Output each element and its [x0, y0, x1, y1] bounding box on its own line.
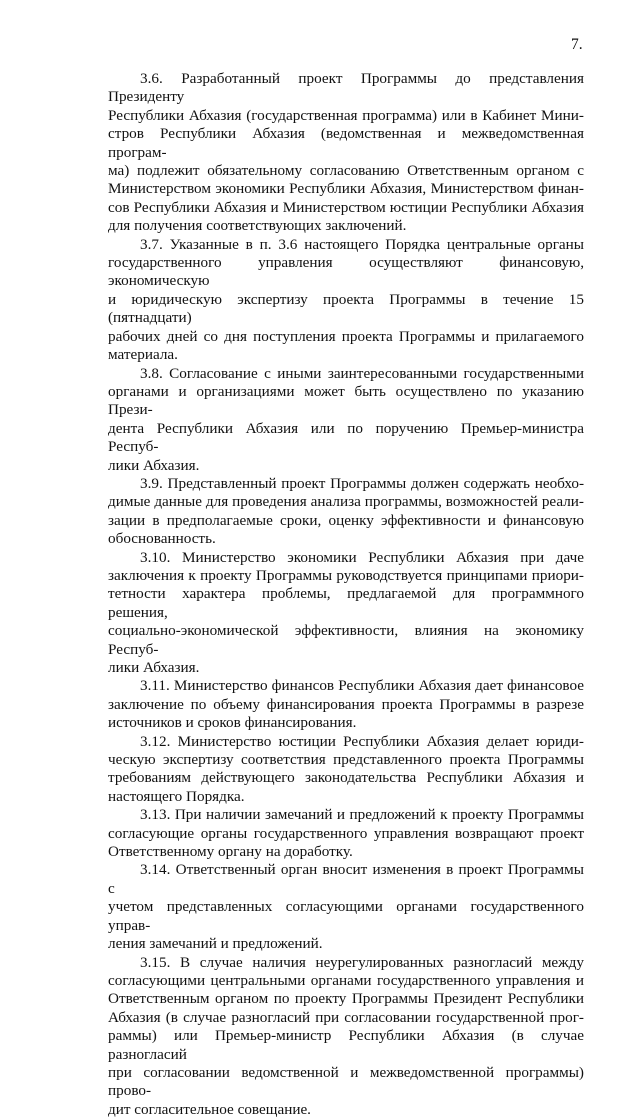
paragraph-line: 3.8. Согласование с иными заинтересованными государственными: [108, 365, 584, 383]
paragraph-3-8: [108, 365, 584, 475]
paragraph-line: социально-экономической эффективности, влияния на экономику Респуб-: [108, 622, 584, 659]
paragraph-line: материала.: [108, 346, 584, 364]
paragraph-line: обоснованность.: [108, 530, 584, 548]
paragraph-line: Абхазия (в случае разногласий при согласовании государственной прог-: [108, 1009, 584, 1027]
paragraph-3-7: [108, 236, 584, 365]
paragraph-line: государственного управления осуществляют финансовую, экономическую: [108, 254, 584, 291]
paragraph-3-6: [108, 70, 584, 236]
paragraph-line: дента Республики Абхазия или по поручению Премьер-министра Респуб-: [108, 420, 584, 457]
paragraph-line: тетности характера проблемы, предлагаемой для программного решения,: [108, 585, 584, 622]
paragraph-line: 3.6. Разработанный проект Программы до представления Президенту: [108, 70, 584, 107]
paragraph-3-15: [108, 954, 584, 1119]
paragraph-line: для получения соответствующих заключений.: [108, 217, 584, 235]
paragraph-line: лики Абхазия.: [108, 659, 584, 677]
paragraph-line: источников и сроков финансирования.: [108, 714, 584, 732]
paragraph-line: Ответственному органу на доработку.: [108, 843, 584, 861]
page-number: 7.: [571, 36, 583, 54]
paragraph-line: Ответственным органом по проекту Программы Президент Республики: [108, 990, 584, 1008]
document-body: [108, 70, 584, 1119]
paragraph-3-10: [108, 549, 584, 678]
paragraph-line: зации в предполагаемые сроки, оценку эффективности и финансовую: [108, 512, 584, 530]
paragraph-line: ма) подлежит обязательному согласованию Ответственным органом с: [108, 162, 584, 180]
paragraph-line: дит согласительное совещание.: [108, 1101, 584, 1119]
paragraph-3-12: [108, 733, 584, 807]
paragraph-line: 3.11. Министерство финансов Республики Абхазия дает финансовое: [108, 677, 584, 695]
paragraph-line: ческую экспертизу соответствия представленного проекта Программы: [108, 751, 584, 769]
paragraph-line: заключения к проекту Программы руководствуется принципами приори-: [108, 567, 584, 585]
paragraph-line: 3.15. В случае наличия неурегулированных разногласий между: [108, 954, 584, 972]
paragraph-line: стров Республики Абхазия (ведомственная и межведомственная програм-: [108, 125, 584, 162]
paragraph-line: 3.9. Представленный проект Программы должен содержать необхо-: [108, 475, 584, 493]
paragraph-line: учетом представленных согласующими органами государственного управ-: [108, 898, 584, 935]
paragraph-3-14: [108, 861, 584, 953]
paragraph-line: ления замечаний и предложений.: [108, 935, 584, 953]
paragraph-line: 3.12. Министерство юстиции Республики Абхазия делает юриди-: [108, 733, 584, 751]
paragraph-3-11: [108, 677, 584, 732]
paragraph-line: лики Абхазия.: [108, 457, 584, 475]
paragraph-line: рабочих дней со дня поступления проекта Программы и прилагаемого: [108, 328, 584, 346]
paragraph-line: Министерством экономики Республики Абхазия, Министерством финан-: [108, 180, 584, 198]
paragraph-line: 3.10. Министерство экономики Республики Абхазия при даче: [108, 549, 584, 567]
paragraph-line: настоящего Порядка.: [108, 788, 584, 806]
paragraph-line: органами и организациями может быть осуществлено по указанию Прези-: [108, 383, 584, 420]
paragraph-line: сов Республики Абхазия и Министерством юстиции Республики Абхазия: [108, 199, 584, 217]
paragraph-line: требованиям действующего законодательства Республики Абхазия и: [108, 769, 584, 787]
paragraph-3-13: [108, 806, 584, 861]
paragraph-line: 3.7. Указанные в п. 3.6 настоящего Порядка центральные органы: [108, 236, 584, 254]
paragraph-line: согласующие органы государственного управления возвращают проект: [108, 825, 584, 843]
paragraph-line: и юридическую экспертизу проекта Программы в течение 15 (пятнадцати): [108, 291, 584, 328]
paragraph-line: 3.14. Ответственный орган вносит изменения в проект Программы с: [108, 861, 584, 898]
paragraph-line: при согласовании ведомственной и межведомственной программы) прово-: [108, 1064, 584, 1101]
paragraph-line: заключение по объему финансирования проекта Программы в разрезе: [108, 696, 584, 714]
paragraph-line: 3.13. При наличии замечаний и предложений к проекту Программы: [108, 806, 584, 824]
paragraph-line: димые данные для проведения анализа программы, возможностей реали-: [108, 493, 584, 511]
paragraph-line: Республики Абхазия (государственная программа) или в Кабинет Мини-: [108, 107, 584, 125]
paragraph-line: раммы) или Премьер-министр Республики Абхазия (в случае разногласий: [108, 1027, 584, 1064]
paragraph-line: согласующими центральными органами государственного управления и: [108, 972, 584, 990]
paragraph-3-9: [108, 475, 584, 549]
